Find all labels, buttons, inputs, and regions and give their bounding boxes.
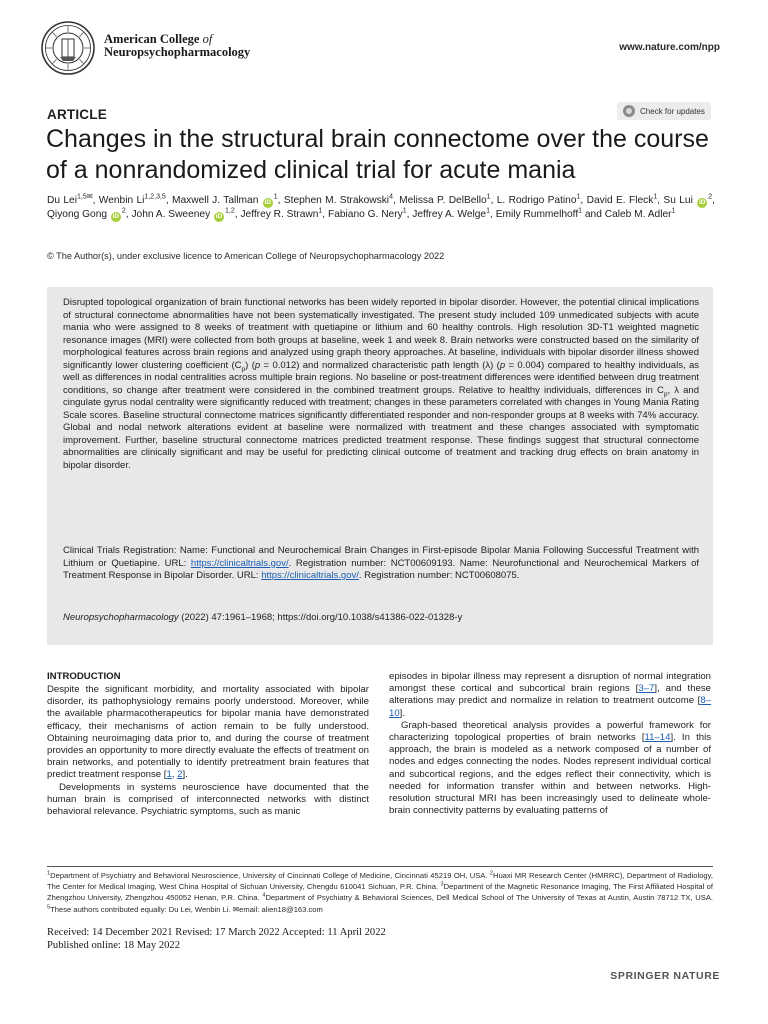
author-name[interactable]: David E. Fleck xyxy=(586,195,654,206)
author-affiliation-sup: 4 xyxy=(389,193,393,201)
author-name[interactable]: Du Lei xyxy=(47,195,77,206)
author-affiliation-sup: 1,2 xyxy=(225,207,235,215)
check-updates-label: Check for updates xyxy=(640,106,705,116)
citation-details: (2022) 47:1961–1968; https://doi.org/10.1038/s41386-022-01328-y xyxy=(178,612,463,623)
author-separator: , xyxy=(580,195,587,206)
author-separator: , xyxy=(406,209,413,220)
author-affiliation-sup: 1 xyxy=(486,193,491,201)
ref-link-11-14[interactable]: 11–14 xyxy=(644,732,671,744)
check-updates-icon xyxy=(623,105,635,117)
author-separator: , xyxy=(277,195,284,206)
received-revised-accepted: Received: 14 December 2021 Revised: 17 March 2022 Accepted: 11 April 2022 xyxy=(47,927,386,938)
author-name[interactable]: L. Rodrigo Patino xyxy=(496,195,577,206)
ref-link-2[interactable]: 2 xyxy=(177,769,183,781)
author-name[interactable]: Emily Rummelhoff xyxy=(495,209,579,220)
intro-paragraph-1: Despite the significant morbidity, and mortality associated with bipolar disorder, its pathophysiology remains poorly understood. Moreover, while the available pharmacotherapeutics for bipolar mania have demonstrated efficacy, their mechanisms of action remain to be fully understood. Obtaining neuroimaging data prior to, and during the course of treatment provides an opportunity to more directly evaluate the effects of treatment on brain networks, and potentially to identify pretreatment brain features that predict treatment response [1, 2]. xyxy=(47,684,369,781)
author-name[interactable]: John A. Sweeney xyxy=(131,209,211,220)
citation-line xyxy=(63,612,699,625)
intro-paragraph-2-cont: episodes in bipolar illness may represent a disruption of normal integration amongst these cortical and subcortical brain regions [3–7], and these alterations may predict and normalize in relation to treatment outcome [8–10]. xyxy=(389,671,712,719)
author-separator: , xyxy=(657,195,664,206)
published-online: Published online: 18 May 2022 xyxy=(47,940,181,951)
orcid-icon[interactable]: iD xyxy=(112,213,120,220)
footnote-divider xyxy=(47,866,713,867)
author-name[interactable]: Maxwell J. Tallman xyxy=(172,195,259,206)
author-separator: , xyxy=(92,195,99,206)
author-name[interactable]: Stephen M. Strakowski xyxy=(283,195,390,206)
ref-link-1[interactable]: 1 xyxy=(166,769,172,781)
author-affiliation-sup: 1 xyxy=(671,207,676,215)
journal-name xyxy=(104,33,250,59)
author-separator: and xyxy=(582,209,605,220)
author-affiliation-sup: 1 xyxy=(486,207,491,215)
author-affiliation-sup: 1 xyxy=(402,207,407,215)
author-name[interactable]: Jeffrey R. Strawn xyxy=(240,209,319,220)
mail-icon: ✉ xyxy=(232,904,240,914)
author-affiliation-sup: 1 xyxy=(653,193,658,201)
author-separator: , xyxy=(392,195,400,206)
section-heading-introduction: INTRODUCTION xyxy=(47,671,121,682)
orcid-icon[interactable]: iD xyxy=(215,213,223,220)
orcid-icon[interactable]: iD xyxy=(264,199,271,206)
author-name[interactable]: Jeffrey A. Welge xyxy=(412,209,487,220)
affiliation-footnotes: $^1$Department of Psychiatry and Behavioral Neuroscience, University of Cincinnati College of Medicine, Cincinnati 45219 OH, USA. $^2$Huaxi MR Research Center (HMRRC), Department of Radiology, The Center for Medical Imaging, West China Hospital of Sichuan University, Chengdu 610041 Sichuan, P.R. China. $^3$Department of the Magnetic Resonance Imaging, The First Affiliated Hospital of Zhengzhou University, Zhengzhou 450052 Henan, P.R. China. $^4$Department of Psychiatry & Behavioral Sciences, Dell Medical School of The University of Texas at Austin, Austin 78712 TX, USA. $^5$These authors contributed equally: Du Lei, Wenbin Li. ✉email: alien18@163.com xyxy=(47,870,713,914)
journal-line2: Neuropsychopharmacology xyxy=(104,45,251,59)
author-affiliation-sup: 1 xyxy=(273,193,278,201)
publication-dates xyxy=(47,926,386,952)
author-separator: , xyxy=(165,195,173,206)
intro-paragraph-3: Graph-based theoretical analysis provides a powerful framework for characterizing topological properties of brain networks [11–14]. In this approach, the brain is modeled as a network composed of a number of nodes and edges connecting the nodes. Nodes represent individual cortical and subcortical regions, and the edges reflect their connectivity, which is needed for information transfer within and between networks. High-resolution structural MRI has been increasingly used to delineate whole-brain connectivity patterns by evaluating patterns of xyxy=(389,719,711,817)
site-url-link[interactable]: www.nature.com/npp xyxy=(619,42,720,53)
author-name[interactable]: Caleb M. Adler xyxy=(604,209,672,220)
acnp-seal-icon xyxy=(40,20,96,76)
mail-icon[interactable]: ✉ xyxy=(86,193,93,201)
intro-paragraph-2: Developments in systems neuroscience have documented that the human brain is comprised of interconnected networks with distinct behavioral relevance. Psychiatric symptoms, such as manic xyxy=(47,781,369,818)
ref-link-3-7[interactable]: 3–7 xyxy=(638,683,655,695)
clinicaltrials-link-2[interactable]: https://clinicaltrials.gov/ xyxy=(261,570,359,581)
publisher-logo: SPRINGER NATURE xyxy=(610,970,720,982)
orcid-icon[interactable]: iD xyxy=(698,199,706,206)
journal-line1: American College xyxy=(104,32,200,46)
author-separator: , xyxy=(234,209,241,220)
author-separator: , xyxy=(322,209,328,220)
author-separator: , xyxy=(125,209,132,220)
author-separator: , xyxy=(490,195,497,206)
ref-link-8-10[interactable]: 8–10 xyxy=(389,695,711,719)
author-name[interactable]: Fabiano G. Nery xyxy=(327,209,403,220)
citation-journal: Neuropsychopharmacology xyxy=(63,612,179,623)
author-affiliation-sup: 1,5 xyxy=(76,193,87,201)
author-affiliation-sup: 1 xyxy=(578,207,583,215)
article-type-label: ARTICLE xyxy=(47,107,107,122)
copyright-line: © The Author(s), under exclusive licence to American College of Neuropsychopharmacology 2022 xyxy=(47,251,445,261)
corresponding-email[interactable]: email: alien18@163.com xyxy=(239,904,323,914)
author-name[interactable]: Melissa P. DelBello xyxy=(399,195,487,206)
author-name[interactable]: Wenbin Li xyxy=(98,195,145,206)
body-column-right xyxy=(389,671,711,817)
author-affiliation-sup: 2 xyxy=(121,207,126,215)
author-affiliation-sup: 1 xyxy=(318,207,323,215)
author-separator: , xyxy=(490,209,496,220)
journal-line1-of: of xyxy=(202,32,213,46)
author-affiliation-sup: 2 xyxy=(708,193,713,201)
body-column-left xyxy=(47,684,369,818)
article-title: Changes in the structural brain connectome over the course of a nonrandomized clinical trial for acute mania xyxy=(46,125,709,184)
check-for-updates-button[interactable] xyxy=(617,102,711,120)
author-affiliation-sup: 1 xyxy=(576,193,581,201)
abstract-text: Disrupted topological organization of brain functional networks has been widely reported in bipolar disorder. However, the potential clinical implications of structural connectome abnormalities have not been systematically investigated. The present study included 109 unmedicated subjects with acute mania who were assigned to 8 weeks of treatment with quetiapine or lithium and 60 healthy controls. High resolution 3D-T1 weighted magnetic resonance images (MRI) were collected from both groups at baseline, week 1 and week 8. Brain networks were constructed based on the similarity of morphological features across brain regions and analyzed using graph theory approaches. At baseline, individuals with bipolar disorder illness showed significantly lower clustering coefficient $(C_p) (p = 0.012)$ and normalized characteristic path length (λ) (p = 0.004) compared to healthy individuals, as well as differences in nodal centralities across multiple brain regions. No baseline or post-treatment differences were identified between drug treatment conditions, so change after treatment were considered in the combined treatment groups. Relative to healthy individuals, differences in $C_p$, λ and cingulate gyrus nodal centrality were significantly reduced with treatment; changes in these parameters correlated with changes in Young Mania Rating Scale scores. Baseline structural connectome matrices significantly differentiated responder and non-responder groups at 8 weeks with 74% accuracy. Global and nodal network alterations evident at baseline were normalized with treatment and these changes associated with symptomatic improvement. Further, baseline structural connectome matrices predicted treatment response. These findings suggest that structural connectome abnormalities are clinically significant and may be useful for predicting clinical outcome of treatment and tracking drug effects on brain anatomy in bipolar disorder. xyxy=(63,297,699,471)
author-name[interactable]: Su Lui xyxy=(663,195,693,206)
trial-registration: Clinical Trials Registration: Name: Functional and Neurochemical Brain Changes in First-episode Bipolar Mania Following Successful Treatment with Lithium or Quetiapine. URL: https://clinicaltrials.gov/. Registration number: NCT00609193. Name: Neurofunctional and Neurochemical Markers of Treatment Response in Bipolar Disorder. URL: https://clinicaltrials.gov/. Registration number: NCT00608075. xyxy=(63,545,699,581)
clinicaltrials-link-1[interactable]: https://clinicaltrials.gov/ xyxy=(190,557,289,569)
author-list xyxy=(47,194,715,222)
author-separator: , xyxy=(712,195,715,206)
author-affiliation-sup: 1,2,3,5 xyxy=(144,193,166,201)
author-name[interactable]: Qiyong Gong xyxy=(47,209,108,220)
